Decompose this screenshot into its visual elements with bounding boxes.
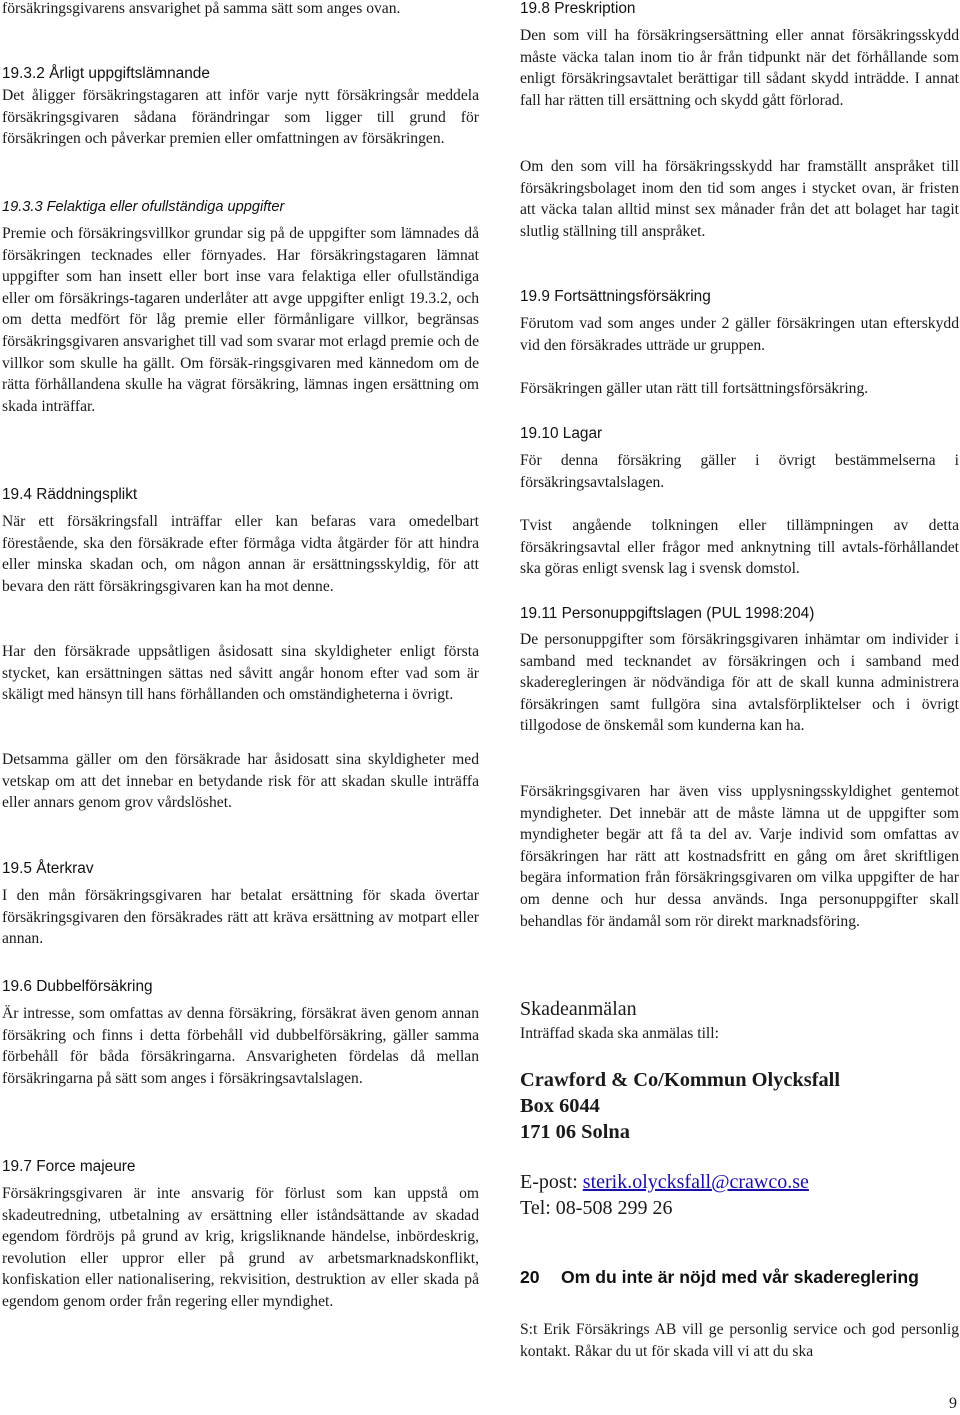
paragraph-19-11-2: Försäkringsgivaren har även viss upplysningsskyldighet gentemot myndigheter. Det innebär att de måste lämna ut de uppgifter som myndigheter begär att få ta del av. Varje individ som omfattas av försäkringen har rätt att kostnadsfritt en gång om året skriftligen begära information från försäkringsgivaren om vilka uppgifter de har om denne och hur dessa används. Inga personuppgifter skall behandlas för ändamål som rör direkt marknadsföring. bbox=[520, 783, 959, 930]
heading-19-10: 19.10 Lagar bbox=[520, 425, 603, 442]
paragraph-19-8-2: Om den som vill ha försäkringsskydd har framställt anspråket till försäkringsbolaget inom den tid som anges i stycket ovan, är fristen att väcka talan alltid minst sex månader från det att bolaget har tagit slutlig ställning till anspråket. bbox=[520, 158, 959, 240]
paragraph-19-10-1: För denna försäkring gäller i övrigt bestämmelserna i försäkringsavtalslagen. bbox=[520, 452, 959, 491]
heading-19-5: 19.5 Återkrav bbox=[2, 860, 94, 877]
paragraph-19-11-1: De personuppgifter som försäkringsgivaren inhämtar om individer i samband med tecknandet av försäkringen och i samband med skaderegleringen är nödvändiga för att de skall kunna administrera försäkringen samt fullgöra sina avtalsförpliktelser och i övrigt tillgodose de önskemål som kunderna kan ha. bbox=[520, 631, 959, 735]
paragraph-19-4-3: Detsamma gäller om den försäkrade har åsidosatt sina skyldigheter med vetskap om att det innebar en betydande risk för att skadan skulle inträffa eller annars genom grov vårdslöshet. bbox=[2, 751, 479, 812]
claims-company-name: Crawford & Co/Kommun Olycksfall bbox=[520, 1069, 841, 1091]
heading-20 bbox=[520, 1265, 959, 1289]
paragraph-19-4-2: Har den försäkrade uppsåtligen åsidosatt sina skyldigheter enligt första stycket, kan ersättningen sättas ned såvitt angår honom efter vad som är skäligt med hänsyn till hans förhållanden och omständigheterna i övrigt. bbox=[2, 643, 479, 704]
claims-intro: Inträffad skada ska anmälas till: bbox=[520, 1025, 719, 1042]
paragraph-19-7: Försäkringsgivaren är inte ansvarig för förlust som kan uppstå om skadeutredning, utbetalning av ersättning eller iståndsättande av skadad egendom fördröjs på grund av krig, krigsliknande händelse, inbördeskrig, revolution eller uppror eller på grund av arbetsmarknadskonflikt, konfiskation eller nationalisering, rekvisition, destruktion av eller skada på egendom genom order från regering eller myndighet. bbox=[2, 1185, 479, 1310]
page-number: 9 bbox=[949, 1395, 957, 1412]
paragraph-19-3-2: Det åligger försäkringstagaren att inför varje nytt försäkringsår meddela försäkringsgivaren sådana förändringar som ligger till grund för försäkringen och påverkar premien eller omfattningen av försäkringen. bbox=[2, 87, 479, 148]
claims-city: 171 06 Solna bbox=[520, 1121, 630, 1143]
heading-19-3-3: 19.3.3 Felaktiga eller ofullständiga uppgifter bbox=[2, 199, 285, 215]
heading-19-6: 19.6 Dubbelförsäkring bbox=[2, 978, 153, 995]
claims-box: Box 6044 bbox=[520, 1095, 600, 1117]
heading-19-4: 19.4 Räddningsplikt bbox=[2, 486, 138, 503]
claims-email-line bbox=[520, 1169, 959, 1195]
paragraph-19-4-1: När ett försäkringsfall inträffar eller kan befaras vara omedelbart förestående, ska den försäkrade efter förmåga vidta åtgärder för att hindra eller minska skadan och, om någon annan är ersättningsskyldig, för att bevara den rätt försäkringsgivaren kan ha mot denne. bbox=[2, 513, 479, 595]
paragraph-19-3-3: Premie och försäkringsvillkor grundar sig på de uppgifter som lämnades då försäkringen tecknades eller förnyades. Har försäkringstagaren lämnat uppgifter som han insett eller bort inse vara felaktiga eller ofullständiga eller om försäkrings-tagaren underlåter att avge uppgifter enligt 19.3.2, och om detta medfört för låg premie eller förmånligare villkor, begränsas försäkringsgivaren ansvarighet till vad som svarar mot erlagd premie och de villkor som skulle ha gällt. Om försäk-ringsgivaren med kännedom om de rätta förhållandena skulle ha vägrat försäkring, lämnas ingen ersättning om skada inträffar. bbox=[2, 225, 479, 415]
email-link[interactable]: sterik.olycksfall@crawco.se bbox=[582, 1171, 809, 1193]
heading-19-8: 19.8 Preskription bbox=[520, 0, 636, 17]
claims-title: Skadeanmälan bbox=[520, 998, 637, 1020]
paragraph-19-10-2: Tvist angående tolkningen eller tillämpningen av detta försäkringsavtal eller frågor med anknytning till avtals-förhållandet ska göras enligt svensk lag i svensk domstol. bbox=[520, 517, 959, 578]
email-label: E-post: bbox=[520, 1171, 583, 1193]
paragraph-19-8-1: Den som vill ha försäkringsersättning eller annat försäkringsskydd måste väcka talan inom tio år från tidpunkt när det förhållande som enligt försäkringsavtalet berättigar till sådant skydd inträdde. I annat fall har rätten till ersättning och skydd gått förlorad. bbox=[520, 27, 959, 109]
paragraph-19-6: Är intresse, som omfattas av denna försäkring, försäkrat även genom annan försäkring och finns i detta förbehåll vid dubbelförsäkring, gäller samma förbehåll för båda försäkringarna. Ansvarigheten fördelas då mellan försäkringarna på sätt som anges i försäkringsavtalslagen. bbox=[2, 1005, 479, 1087]
heading-19-3-2: 19.3.2 Årligt uppgiftslämnande bbox=[2, 65, 210, 82]
heading-20-title: Om du inte är nöjd med vår skadereglering bbox=[561, 1267, 919, 1287]
paragraph-continued: försäkringsgivarens ansvarighet på samma sätt som anges ovan. bbox=[2, 0, 401, 17]
paragraph-20: S:t Erik Försäkrings AB vill ge personlig service och god personlig kontakt. Råkar du ut för skada vill vi att du ska bbox=[520, 1321, 959, 1360]
paragraph-19-9-2: Försäkringen gäller utan rätt till fortsättningsförsäkring. bbox=[520, 380, 869, 397]
heading-19-7: 19.7 Force majeure bbox=[2, 1158, 136, 1175]
paragraph-19-5: I den mån försäkringsgivaren har betalat ersättning för skada övertar försäkringsgivaren den försäkrades rätt att kräva ersättning av motpart eller annan. bbox=[2, 887, 479, 948]
paragraph-19-9-1: Förutom vad som anges under 2 gäller försäkringen utan efterskydd vid den försäkrades utträde ur gruppen. bbox=[520, 315, 959, 354]
heading-19-9: 19.9 Fortsättningsförsäkring bbox=[520, 288, 711, 305]
heading-19-11: 19.11 Personuppgiftslagen (PUL 1998:204) bbox=[520, 605, 815, 622]
heading-20-number: 20 bbox=[520, 1267, 540, 1287]
claims-phone: Tel: 08-508 299 26 bbox=[520, 1197, 673, 1219]
